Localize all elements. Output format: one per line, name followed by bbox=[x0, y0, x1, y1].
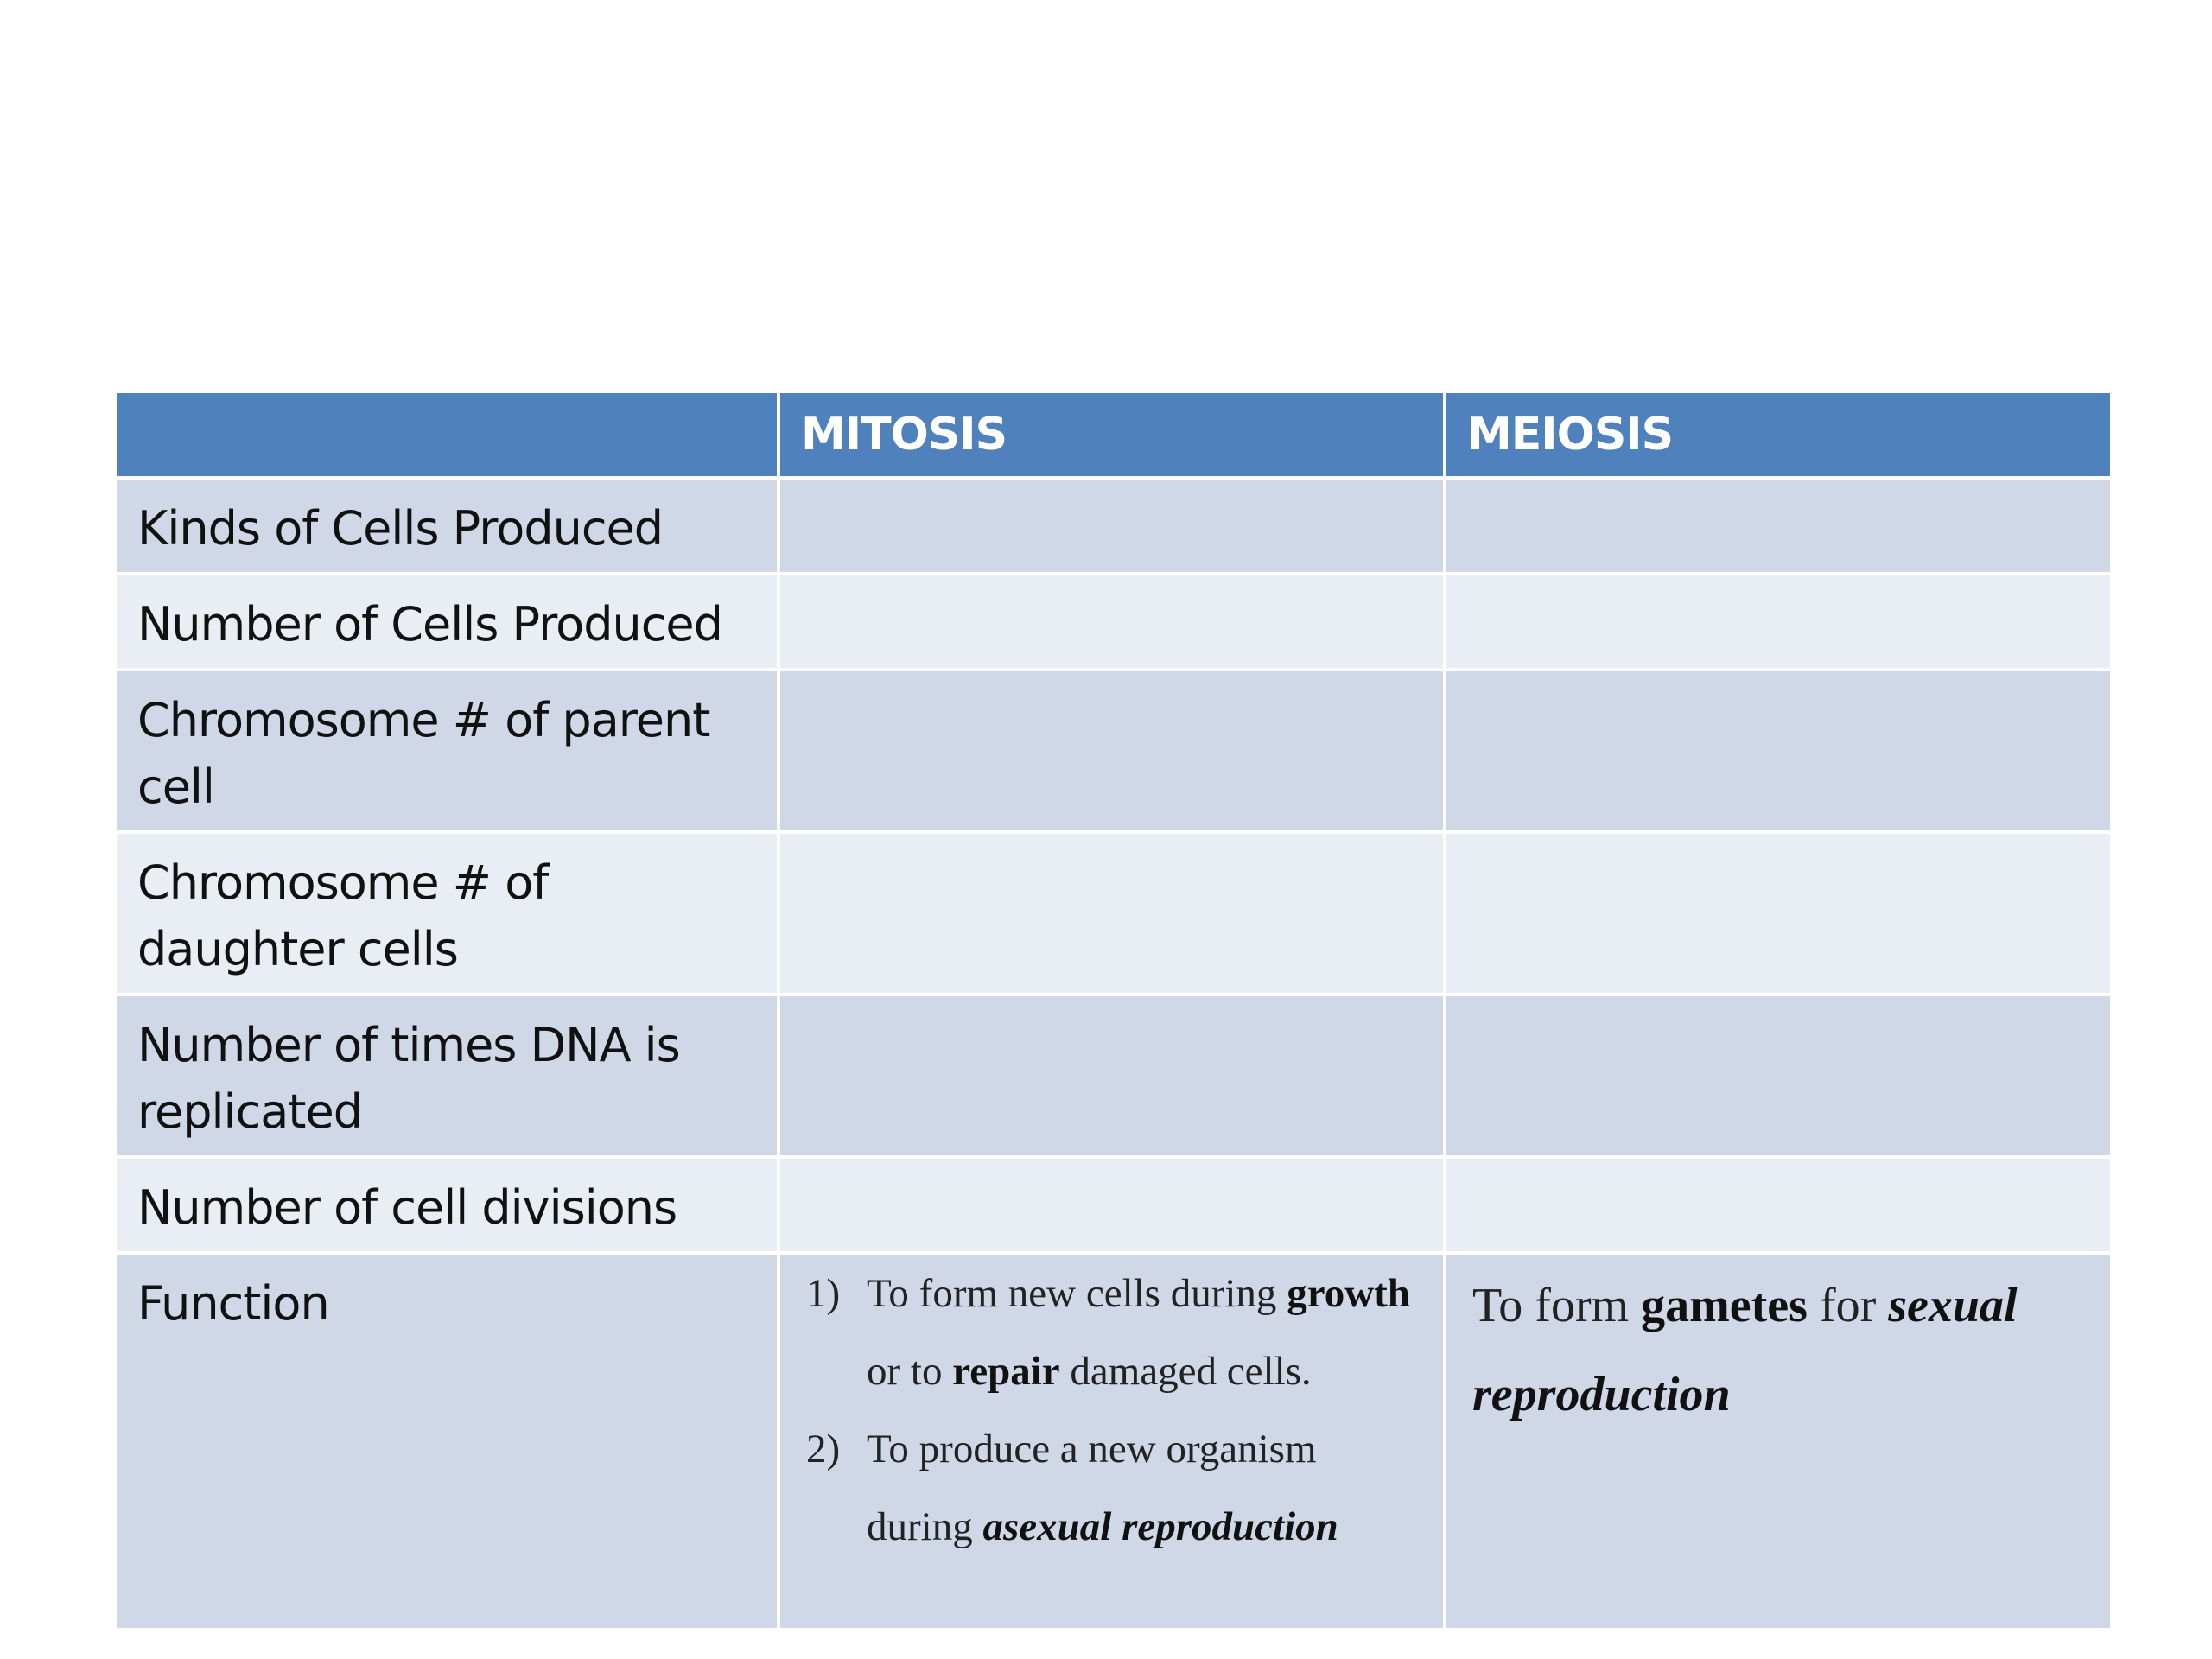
function-text: damaged cells. bbox=[1059, 1349, 1312, 1394]
table-row bbox=[115, 832, 2112, 995]
meiosis-cell bbox=[1445, 574, 2112, 670]
table-header-row bbox=[115, 391, 2112, 478]
meiosis-cell bbox=[1445, 1157, 2112, 1253]
header-mitosis: MITOSIS bbox=[779, 391, 1445, 478]
function-text: To form bbox=[1472, 1279, 1642, 1332]
list-item bbox=[780, 1255, 1426, 1410]
row-label: Number of Cells Produced bbox=[115, 574, 779, 670]
function-text: for bbox=[1807, 1279, 1889, 1332]
meiosis-cell bbox=[1445, 670, 2112, 832]
table-row bbox=[115, 1157, 2112, 1253]
list-number: 1) bbox=[806, 1271, 841, 1316]
mitosis-cell bbox=[779, 832, 1445, 995]
function-emphasis: sexual reproduction bbox=[1472, 1279, 2018, 1421]
meiosis-cell bbox=[1445, 478, 2112, 574]
list-number: 2) bbox=[806, 1427, 841, 1471]
row-label: Number of cell divisions bbox=[115, 1157, 779, 1253]
function-text: To produce a new organism during bbox=[867, 1427, 1317, 1549]
function-text: or to bbox=[867, 1349, 953, 1394]
table-row bbox=[115, 670, 2112, 832]
header-meiosis: MEIOSIS bbox=[1445, 391, 2112, 478]
function-emphasis: growth bbox=[1287, 1271, 1410, 1316]
row-label: Chromosome # of daughter cells bbox=[115, 832, 779, 995]
mitosis-function-list bbox=[780, 1255, 1426, 1566]
row-label: Function bbox=[115, 1253, 779, 1630]
table-row bbox=[115, 574, 2112, 670]
list-item bbox=[780, 1410, 1426, 1566]
function-emphasis: repair bbox=[952, 1349, 1060, 1394]
row-label: Number of times DNA is replicated bbox=[115, 995, 779, 1157]
comparison-table bbox=[113, 390, 2113, 1631]
meiosis-function-cell bbox=[1445, 1253, 2112, 1630]
mitosis-cell bbox=[779, 1157, 1445, 1253]
meiosis-cell bbox=[1445, 832, 2112, 995]
mitosis-cell bbox=[779, 478, 1445, 574]
mitosis-cell bbox=[779, 995, 1445, 1157]
row-label: Kinds of Cells Produced bbox=[115, 478, 779, 574]
table-row bbox=[115, 995, 2112, 1157]
function-emphasis: gametes bbox=[1641, 1279, 1808, 1332]
header-empty bbox=[115, 391, 779, 478]
table-row bbox=[115, 1253, 2112, 1630]
row-label: Chromosome # of parent cell bbox=[115, 670, 779, 832]
mitosis-cell bbox=[779, 574, 1445, 670]
meiosis-cell bbox=[1445, 995, 2112, 1157]
function-emphasis: asexual reproduction bbox=[982, 1504, 1338, 1549]
function-text: To form new cells during bbox=[867, 1271, 1277, 1316]
mitosis-function-cell bbox=[779, 1253, 1445, 1630]
table-row bbox=[115, 478, 2112, 574]
mitosis-cell bbox=[779, 670, 1445, 832]
